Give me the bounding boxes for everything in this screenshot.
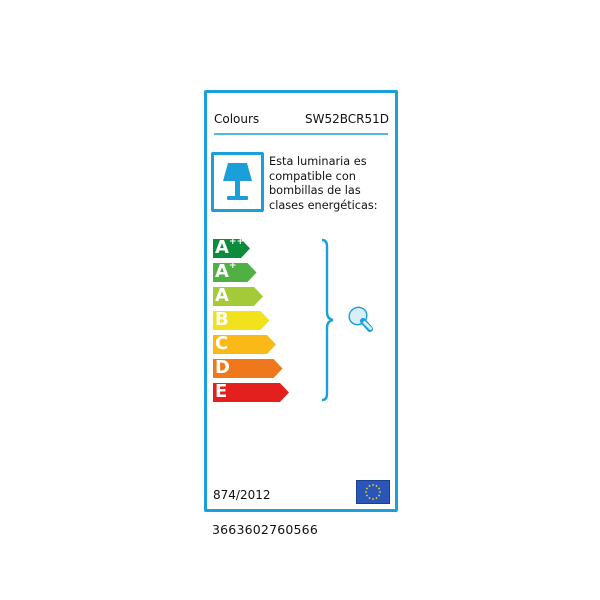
energy-class-letter: C	[215, 333, 229, 354]
compatibility-text	[269, 155, 387, 213]
energy-class-letter: A	[215, 285, 229, 306]
light-bulb-icon	[346, 304, 378, 338]
eu-star	[366, 488, 368, 490]
regulation-number: 874/2012	[213, 488, 271, 502]
energy-class-letter: E	[215, 381, 228, 402]
eu-star	[365, 491, 367, 493]
table-lamp-icon	[214, 155, 261, 209]
model-number: SW52BCR51D	[305, 112, 389, 126]
ean-barcode-number: 3663602760566	[212, 522, 318, 537]
energy-class-arrow	[213, 383, 289, 402]
compat-line: Esta luminaria es	[269, 155, 367, 168]
energy-class-superscript: +	[229, 261, 237, 271]
compat-line: clases energéticas:	[269, 198, 378, 212]
eu-flag-icon	[356, 480, 390, 504]
eu-star	[379, 491, 381, 493]
energy-class-arrow	[213, 239, 250, 258]
energy-class-letter: B	[215, 309, 229, 330]
eu-star	[378, 495, 380, 497]
brand-name: Colours	[214, 112, 260, 126]
eu-star	[366, 495, 368, 497]
eu-star	[369, 485, 371, 487]
compat-line: compatible con	[269, 169, 356, 183]
eu-star	[378, 488, 380, 490]
energy-class-letter: A	[215, 261, 229, 282]
energy-class-arrow	[213, 311, 270, 330]
energy-class-letter: D	[215, 357, 230, 378]
header-divider	[214, 133, 388, 135]
energy-class-arrow	[213, 335, 276, 354]
eu-star	[369, 497, 371, 499]
energy-class-arrow	[213, 359, 283, 378]
energy-class-arrow	[213, 287, 263, 306]
bracket-brace	[320, 238, 336, 402]
energy-label	[204, 90, 398, 512]
eu-star	[376, 497, 378, 499]
lamp-box	[211, 152, 264, 212]
eu-star	[376, 485, 378, 487]
compat-line: bombillas de las	[269, 184, 361, 197]
eu-star	[372, 498, 374, 500]
energy-class-superscript: ++	[229, 237, 245, 247]
eu-star	[372, 484, 374, 486]
energy-class-arrow	[213, 263, 257, 282]
energy-class-letter: A	[215, 237, 229, 258]
